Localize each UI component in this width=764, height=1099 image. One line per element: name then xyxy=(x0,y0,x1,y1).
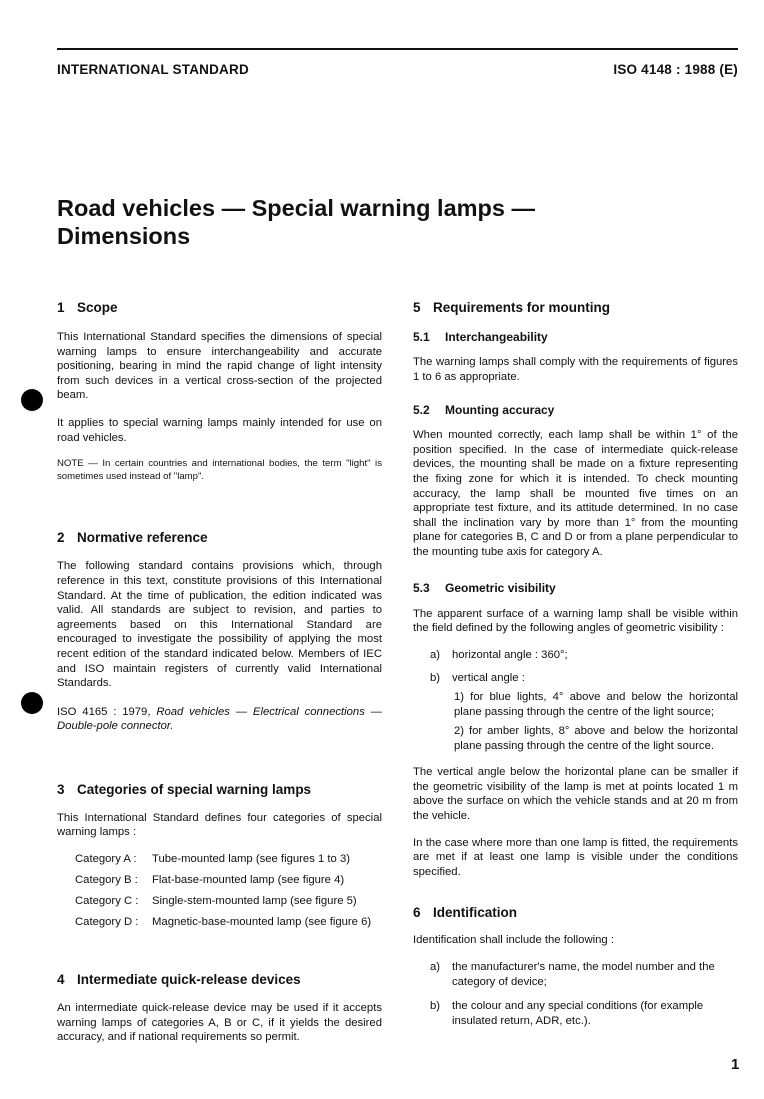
section-5-heading: 5 Requirements for mounting xyxy=(413,300,611,315)
section-6-heading: 6 Identification xyxy=(413,905,517,921)
section-5-2-heading: 5.2 Mounting accuracy xyxy=(413,403,555,418)
list-item: b) the colour and any special conditions (for example insulated return, ADR, etc.). xyxy=(430,1000,704,1027)
section-3-heading: 3 Categories of special warning lamps xyxy=(57,781,312,797)
document-type: INTERNATIONAL STANDARD xyxy=(57,62,249,77)
list-item: 2) for amber lights, 8° above and below the horizontal plane passing through the centre of the light source. xyxy=(454,725,738,752)
multiple-lamps-paragraph: In the case where more than one lamp is fitted, the requirements are met if at least one lamp is visible under the conditions specified. xyxy=(413,836,738,878)
scope-note: NOTE — In certain countries and international bodies, the term "light" is sometimes used instead of "lamp". xyxy=(57,458,382,482)
scope-paragraph-1: This International Standard specifies the dimensions of special warning lamps to ensure interchangeability and accurate positioning, bearing in mind the rapid change of light intensity from such devices in a vertical cross-section of the projected beam. xyxy=(57,331,382,402)
list-item: a) the manufacturer's name, the model number and the category of device; xyxy=(430,961,715,988)
normative-paragraph: The following standard contains provisions which, through reference in this text, constitute provisions of this International Standard. At the time of publication, the edition indicated was valid. All standards are subject to revision, and parties to agreements based on this International Standard are encouraged to investigate the possibility of applying the most recent edition of the standard indicated below. Members of IEC and ISO maintain registers of currently valid International Standards. xyxy=(57,560,382,690)
list-item: Category A : Tube-mounted lamp (see figures 1 to 3) xyxy=(75,853,351,866)
mounting-accuracy-paragraph: When mounted correctly, each lamp shall be within 1° of the position specified. In the case of intermediate quick-release devices, the mounting shall be made on a fixture representing the fixing zone for which it is intended. To check mounting accuracy, the lamp shall be mounted five times on an appropriate test fixture, and its attitude determined. In no case shall the inclination vary by more than 1° from the mounting plane for categories B, C and D or from a plane perpendicular to the mounting tube axis for category A. xyxy=(413,429,738,558)
right-column xyxy=(413,299,738,1028)
left-column xyxy=(57,299,382,1045)
page-number: 1 xyxy=(731,1056,740,1073)
section-5-3-heading: 5.3 Geometric visibility xyxy=(413,580,556,595)
list-item: Category D : Magnetic-base-mounted lamp (see figure 6) xyxy=(75,916,372,929)
header-rule xyxy=(57,48,738,50)
interchangeability-paragraph: The warning lamps shall comply with the requirements of figures 1 to 6 as appropriate. xyxy=(413,356,738,383)
normative-reference: ISO 4165 : 1979, Road vehicles — Electrical connections — Double-pole connector. xyxy=(57,705,382,733)
categories-intro: This International Standard defines four categories of special warning lamps : xyxy=(57,811,382,839)
quick-release-paragraph: An intermediate quick-release device may be used if it accepts warning lamps of categories A, B or C, if it yields the desired accuracy, and if national requirements so permit. xyxy=(57,1002,382,1044)
scope-paragraph-2: It applies to special warning lamps mainly intended for use on road vehicles. xyxy=(57,416,382,444)
categories-list xyxy=(57,852,382,930)
page-title xyxy=(57,194,617,250)
punch-hole-2 xyxy=(21,692,43,714)
section-4-heading: 4 Intermediate quick-release devices xyxy=(57,972,301,988)
section-2-heading: 2 Normative reference xyxy=(57,530,208,546)
document-number: ISO 4148 : 1988 (E) xyxy=(613,62,738,77)
section-5-1-heading: 5.1 Interchangeability xyxy=(413,330,548,344)
title-line-2: Dimensions xyxy=(57,223,191,249)
title-line-1: Road vehicles — Special warning lamps — xyxy=(57,195,535,221)
list-item: a) horizontal angle : 360°; xyxy=(430,648,568,661)
list-item: Category B : Flat-base-mounted lamp (see figure 4) xyxy=(75,874,345,887)
list-item: b) vertical angle : xyxy=(430,672,525,685)
vertical-angle-paragraph: The vertical angle below the horizontal plane can be smaller if the geometric visibility of the lamp is met at points located 1 m above the surface on which the vehicle stands and at 20 m from the vehicle. xyxy=(413,766,738,823)
list-item: 1) for blue lights, 4° above and below the horizontal plane passing through the centre of the light source; xyxy=(454,690,738,718)
punch-hole-1 xyxy=(21,389,43,411)
list-item: Category C : Single-stem-mounted lamp (see figure 5) xyxy=(75,895,357,908)
section-1-heading: 1 Scope xyxy=(57,300,118,315)
visibility-intro: The apparent surface of a warning lamp shall be visible within the field defined by the following angles of geometric visibility : xyxy=(413,607,738,635)
identification-intro: Identification shall include the following : xyxy=(413,934,614,947)
